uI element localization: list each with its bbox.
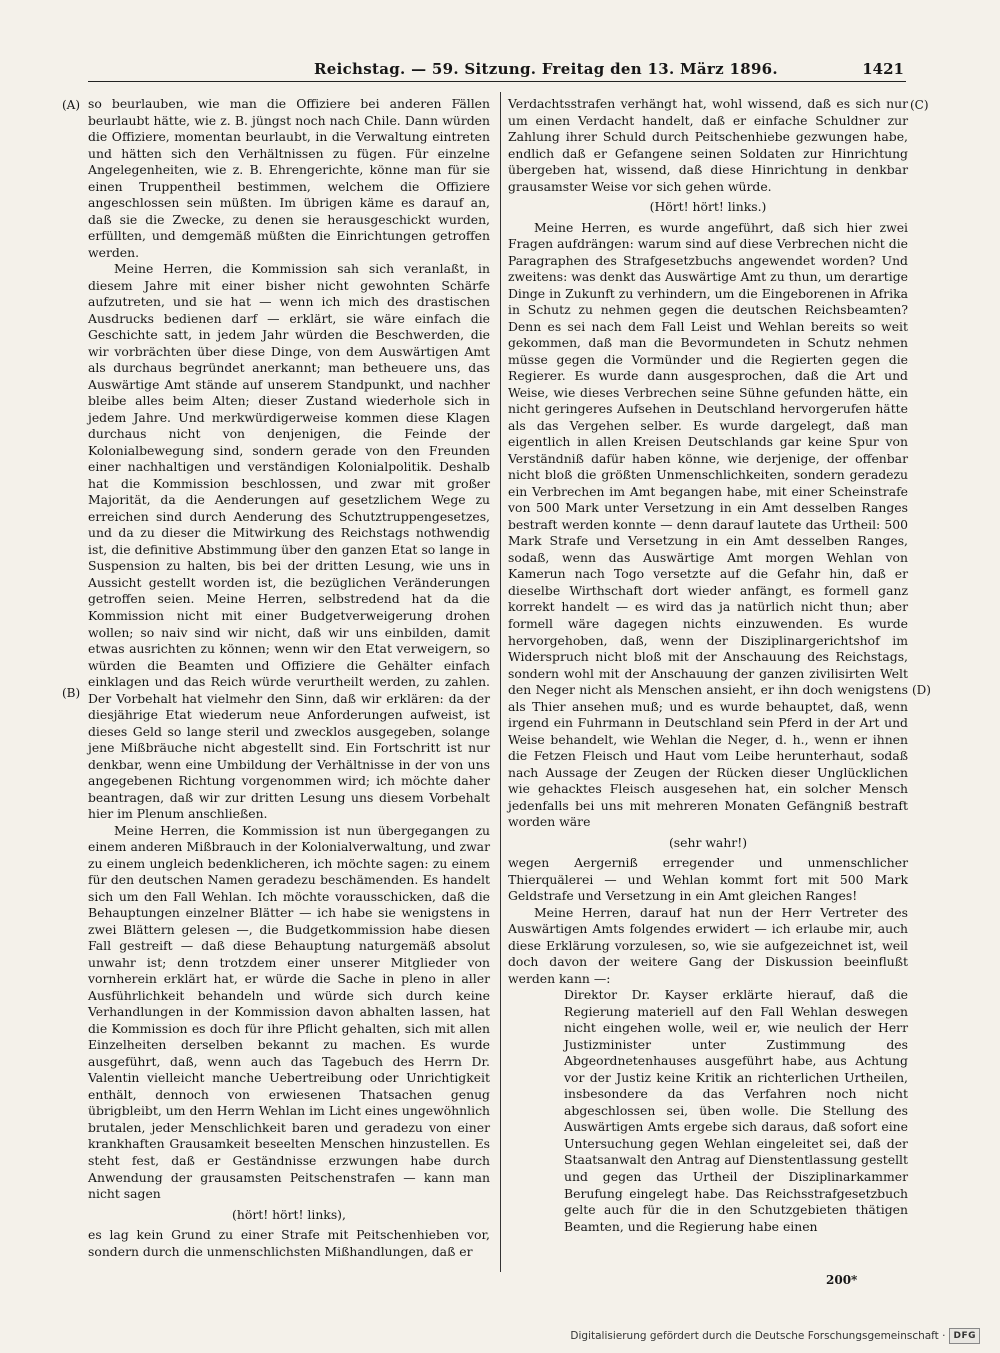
left-column xyxy=(88,96,490,1260)
left-paragraph-4: es lag kein Grund zu einer Strafe mit Peitschenhieben vor, sondern durch die unmenschlichsten Mißhandlungen, daß er xyxy=(88,1227,490,1259)
right-interjection-2: (sehr wahr!) xyxy=(668,834,748,850)
right-paragraph-3: wegen Aergerniß erregender und unmenschlicher Thierquälerei — und Wehlan kommt fort mit 500 Mark Geldstrafe und Versetzung in ein Amt gleichen Ranges! xyxy=(508,855,908,904)
column-divider xyxy=(500,92,501,1272)
left-interjection: (hört! hört! links), xyxy=(232,1206,346,1222)
dfg-logo-icon: DFG xyxy=(949,1328,980,1344)
right-interjection-1: (Hört! hört! links.) xyxy=(649,199,767,215)
left-paragraph-1: so beurlauben, wie man die Offiziere bei anderen Fällen beurlaubt hätte, wie z. B. jüngst noch nach Chile. Dann würden die Offiziere, momentan beurlaubt, in die Verwaltung eintreten und hätten sich den Verhältnissen zu fügen. Für einzelne Angelegenheiten, wie z. B. Ehrengerichte, könne man für sie einen Truppentheil bestimmen, welchem die Offiziere angeschlossen sein müßten. Im übrigen käme es darauf an, daß sie die Zwecke, zu denen sie herausgeschickt wurden, erfüllten, und demgemäß müßten die Einrichtungen getroffen werden. xyxy=(88,96,490,260)
footer xyxy=(570,1327,980,1345)
page-header xyxy=(88,58,906,80)
right-quote: Direktor Dr. Kayser erklärte hierauf, daß die Regierung materiell auf den Fall Wehlan deswegen nicht eingehen wolle, weil er, wie neulich der Herr Justizminister unter Zustimmung des Abgeordnetenhauses ausgeführt habe, aus Achtung vor der Justiz keine Kritik an richterlichen Urtheilen, insbesondere da das Verfahren noch nicht abgeschlossen sei, üben wolle. Die Stellung des Auswärtigen Amts ergebe sich daraus, daß sofort eine Untersuchung gegen Wehlan eingeleitet sei, daß der Staatsanwalt den Antrag auf Dienstentlassung gestellt und gegen das Urtheil der Disziplinarkammer Berufung eingelegt habe. Das Reichsstrafgesetzbuch gelte auch für die in den Schutzgebieten thätigen Beamten, und die Regierung habe einen xyxy=(564,987,908,1234)
margin-marker-d: (D) xyxy=(912,683,931,697)
right-paragraph-2: Meine Herren, es wurde angeführt, daß sich hier zwei Fragen aufdrängen: warum sind auf diese Verbrechen nicht die Paragraphen des Strafgesetzbuchs angewendet worden? Und zweitens: was denkt das Auswärtige Amt zu thun, um derartige Dinge in Zukunft zu verhindern, um die Eingeborenen in Afrika in Schutz zu nehmen gegen die deutschen Reichsbeamten? Denn es sei nach dem Fall Leist und Wehlan bereits so weit gekommen, daß man die Bevormundeten in Schutz nehmen müsse gegen die Vormünder und die Regierten gegen die Regierer. Es wurde dann ausgesprochen, daß die Art und Weise, wie dieses Verbrechen seine Sühne gefunden hätte, ein nicht geringeres Aufsehen in Deutschland hervorgerufen hätte als das Vergehen selber. Es wurde dargelegt, daß man eigentlich in allen Kreisen Deutschlands gar keine Spur von Verständniß dafür haben könne, wie derjenige, der offenbar nicht bloß die größten Unmenschlichkeiten, sondern geradezu ein Verbrechen im Amt begangen habe, mit einer Scheinstrafe von 500 Mark unter Versetzung in ein Amt desselben Ranges bestraft werden konnte — denn darauf lautete das Urtheil: 500 Mark Strafe und Versetzung in ein Amt desselben Ranges, sodaß, wenn das Auswärtige Amt morgen Wehlan von Kamerun nach Togo versetzte auf die Gefahr hin, daß er dieselbe Wirthschaft dort wieder anfängt, es formell ganz korrekt handelt — es wird das ja natürlich nicht thun; aber formell wäre dagegen nichts einzuwenden. Es wurde hervorgehoben, daß, wenn der Disziplinargerichtshof im Widerspruch nicht bloß mit der Anschauung des Reichstags, sondern wohl mit der Anschauung der ganzen zivilisirten Welt den Neger nicht als Menschen ansieht, er ihn doch wenigstens als Thier ansehen muß; und es wurde behauptet, daß, wenn irgend ein Fuhrmann in Deutschland sein Pferd in der Art und Weise behandelt, wie Wehlan die Neger, d. h., wenn er ihnen die Fetzen Fleisch und Haut vom Leibe herunterhaut, sodaß nach Aussage der Zeugen der Rücken dieser Unglücklichen wie gehacktes Fleisch ausgesehen hat, ein solcher Mensch jedenfalls bei uns mit mehreren Monaten Gefängniß bestraft worden wäre xyxy=(508,219,908,830)
margin-marker-a: (A) xyxy=(62,98,81,112)
page-number: 1421 xyxy=(862,60,904,78)
margin-marker-c: (C) xyxy=(910,98,929,112)
header-title: Reichstag. — 59. Sitzung. Freitag den 13. März 1896. xyxy=(314,60,778,78)
left-paragraph-3: Meine Herren, die Kommission ist nun übergegangen zu einem anderen Mißbrauch in der Kolonialverwaltung, und zwar zu einem ungleich bedenklicheren, ich möchte sagen: zu einem für den deutschen Namen geradezu beschämenden. Es handelt sich um den Fall Wehlan. Ich möchte vorausschicken, daß die Behauptungen einzelner Blätter — ich habe sie wenigstens in zwei Blättern gelesen —, die Budgetkommission habe diesen Fall gestreift — daß diese Behauptung naturgemäß absolut unwahr ist; denn trotzdem einer unserer Mitglieder von vornherein erklärt hat, er würde die Sache in pleno in aller Ausführlichkeit behandeln und würde sich durch keine Verhandlungen in der Kommission davon abhalten lassen, hat die Kommission es doch für ihre Pflicht gehalten, sich mit allen Einzelheiten derselben bekannt zu machen. Es wurde ausgeführt, daß, wenn auch das Tagebuch des Herrn Dr. Valentin vielleicht manche Uebertreibung oder Unrichtigkeit enthält, dennoch von erwiesenen Thatsachen genug übrigbleibt, um den Herrn Wehlan im Licht eines ungewöhnlich brutalen, jeder Menschlichkeit baren und geradezu von einer krankhaften Grausamkeit beseelten Menschen hinzustellen. Es steht fest, daß er Geständnisse erzwungen habe durch Anwendung der grausamsten Peitschenstrafen — kann man nicht sagen xyxy=(88,822,490,1202)
signature-mark: 200* xyxy=(826,1273,858,1287)
right-column xyxy=(508,96,908,1235)
margin-marker-b: (B) xyxy=(62,686,81,700)
footer-text: Digitalisierung gefördert durch die Deutsche Forschungsgemeinschaft · xyxy=(570,1330,946,1342)
right-paragraph-4: Meine Herren, darauf hat nun der Herr Vertreter des Auswärtigen Amts folgendes erwidert — ich erlaube mir, auch diese Erklärung vorzulesen, so, wie sie aufgezeichnet ist, weil doch davon der weitere Gang der Diskussion beeinflußt werden kann —: xyxy=(508,904,908,986)
right-paragraph-1: Verdachtsstrafen verhängt hat, wohl wissend, daß es sich nur um einen Verdacht handelt, daß er einfache Schuldner zur Zahlung ihrer Schuld durch Peitschenhiebe gezwungen habe, endlich daß er Gefangene seinen Soldaten zur Hinrichtung übergeben hat, wissend, daß diese Hinrichtung in denkbar grausamster Weise vor sich gehen würde. xyxy=(508,96,908,194)
header-rule xyxy=(88,81,906,82)
left-paragraph-2: Meine Herren, die Kommission sah sich veranlaßt, in diesem Jahre mit einer bisher nicht gewohnten Schärfe aufzutreten, und sie hat — wenn ich mich des drastischen Ausdrucks bedienen darf — erklärt, sie wäre einfach die Geschichte satt, in jedem Jahr würden die Beschwerden, die wir vorbrächten über diese Dinge, von dem Auswärtigen Amt als durchaus begründet anerkannt; man betheuere uns, das Auswärtige Amt stände auf unserem Standpunkt, und nachher bleibe alles beim Alten; dieser Zustand wiederhole sich in jedem Jahre. Und merkwürdigerweise kommen diese Klagen durchaus nicht von denjenigen, die Feinde der Kolonialbewegung sind, sondern gerade von den Freunden einer nachhaltigen und verständigen Kolonialpolitik. Deshalb hat die Kommission beschlossen, und zwar mit großer Majorität, da die Aenderungen auf gesetzlichem Wege zu erreichen sind durch Aenderung des Schutztruppengesetzes, und da zu dieser die Mitwirkung des Reichstags nothwendig ist, die definitive Abstimmung über den ganzen Etat so lange in Suspension zu halten, bis bei der dritten Lesung, wie uns in Aussicht gestellt worden ist, die bezüglichen Veränderungen getroffen seien. Meine Herren, selbstredend hat da die Kommission nicht mit einer Budgetverweigerung drohen wollen; so naiv sind wir nicht, daß wir uns einbilden, damit etwas ausrichten zu können; wenn wir den Etat verweigern, so würden die Beamten und Offiziere die Gehälter einfach einklagen und das Reich würde verurtheilt werden, zu zahlen. Der Vorbehalt hat vielmehr den Sinn, daß wir erklären: da der diesjährige Etat wiederum neue Anforderungen aufweist, ist dieses Geld so lange steril und zwecklos ausgegeben, solange jene Mißbräuche nicht abgestellt sind. Ein Fortschritt ist nur denkbar, wenn eine Umbildung der Verhältnisse in der von uns angegebenen Richtung vorgenommen wird; ich möchte daher beantragen, daß wir zur dritten Lesung uns diesem Vorbehalt hier im Plenum anschließen. xyxy=(88,261,490,822)
